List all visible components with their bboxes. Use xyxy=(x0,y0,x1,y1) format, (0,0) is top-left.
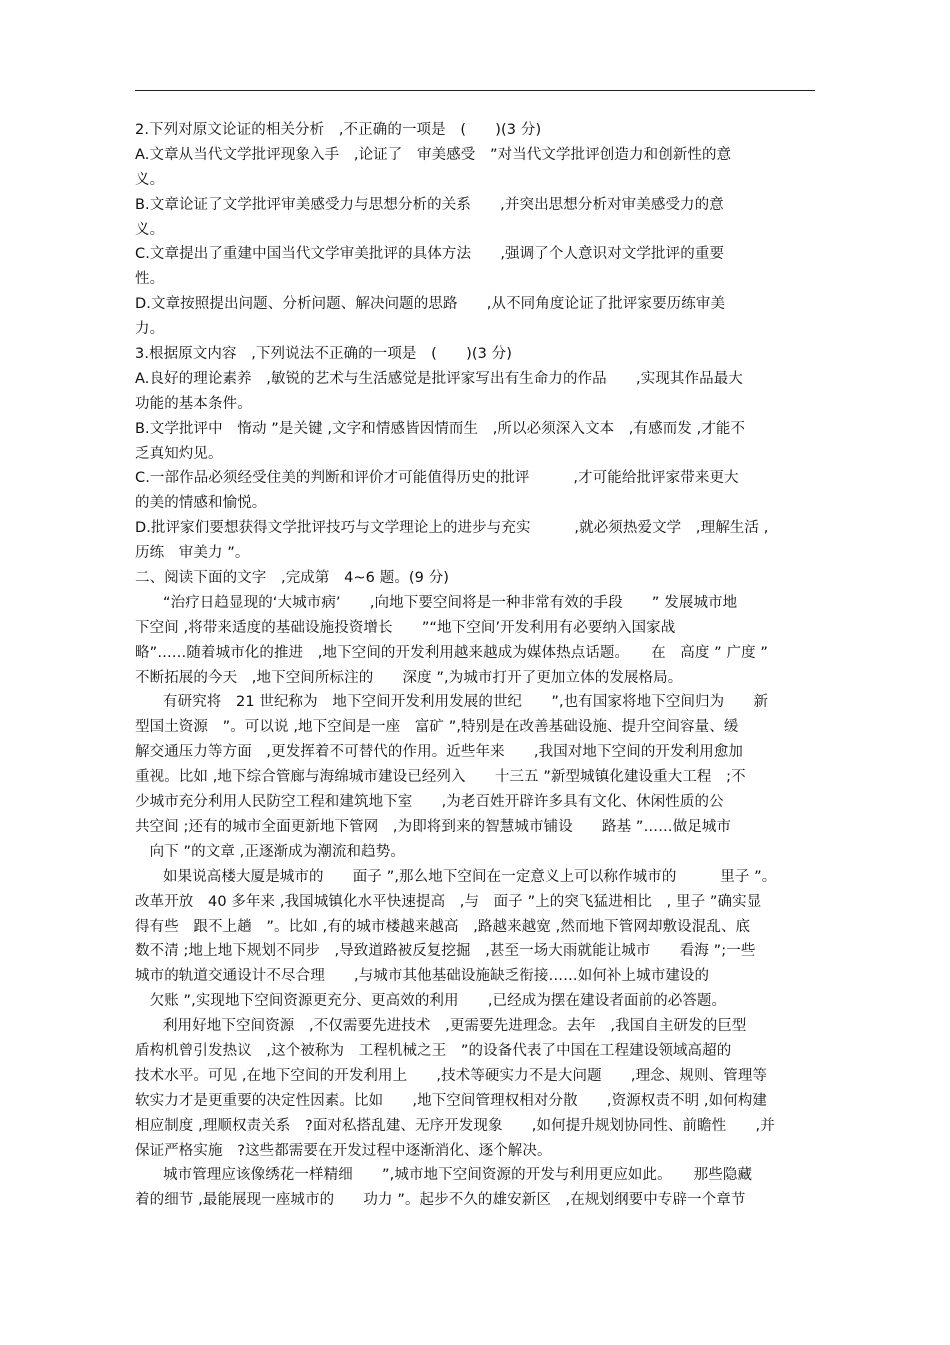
text-line: 欠账 ”,实现地下空间资源更充分、更高效的利用 ,已经成为摆在建设者面前的必答题。 xyxy=(135,993,727,1010)
text-line: 着的细节 ,最能展现一座城市的 功力 ”。起步不久的雄安新区 ,在规划纲要中专辟一个章节 xyxy=(135,1192,746,1209)
text-line: D.文章按照提出问题、分析问题、解决问题的思路 ,从不同角度论证了批评家要历练审美 xyxy=(135,296,726,313)
text-line: 的美的情感和愉悦。 xyxy=(135,495,267,512)
text-line: 软实力才是更重要的决定性因素。比如 ,地下空间管理权相对分散 ,资源权责不明 ,如何构建 xyxy=(135,1092,768,1109)
text-line: B.文学批评中 惰动 ”是关键 ,文字和情感皆因情而生 ,所以必须深入文本 ,有感而发 ,才能不 xyxy=(135,420,746,437)
text-line: 性。 xyxy=(135,271,165,288)
text-line: 数不清 ;地上地下规划不同步 ,导致道路被反复挖掘 ,甚至一场大雨就能让城市 看海 ”;一些 xyxy=(135,943,756,960)
text-line: 历练 审美力 ”。 xyxy=(135,545,250,562)
text-line: 义。 xyxy=(135,171,165,188)
text-line: D.批评家们要想获得文学批评技巧与文学理论上的进步与充实 ,就必须热爱文学 ,理解生活 , xyxy=(135,520,769,537)
text-line: 乏真知灼见。 xyxy=(135,445,223,462)
text-line: 向下 ”的文章 ,正逐渐成为潮流和趋势。 xyxy=(135,843,405,860)
text-line: 得有些 跟不上趟 ”。比如 ,有的城市楼越来越高 ,路越来越宽 ,然而地下管网却敷设混乱、底 xyxy=(135,918,751,935)
text-line: 义。 xyxy=(135,221,165,238)
text-line: 2.下列对原文论证的相关分析 ,不正确的一项是 ( )(3 分) xyxy=(135,122,542,138)
header-rule xyxy=(135,90,815,91)
text-line: B.文章论证了文学批评审美感受力与思想分析的关系 ,并突出思想分析对审美感受力的意 xyxy=(135,196,724,213)
text-line: 力。 xyxy=(135,321,165,338)
text-line: 盾构机曾引发热议 ,这个被称为 工程机械之王 ”的设备代表了中国在工程建设领域高超的 xyxy=(135,1042,732,1059)
text-line: 二、阅读下面的文字 ,完成第 4~6 题。(9 分) xyxy=(135,570,450,587)
text-line: 改革开放 40 多年来 ,我国城镇化水平快速提高 ,与 面子 ”上的突飞猛进相比 , 里子 ”确实显 xyxy=(135,893,762,910)
text-line: 利用好地下空间资源 ,不仅需要先进技术 ,更需要先进理念。去年 ,我国自主研发的巨型 xyxy=(163,1018,747,1035)
text-line: 保证严格实施 ?这些都需要在开发过程中逐渐消化、逐个解决。 xyxy=(135,1142,552,1159)
text-line: A.文章从当代文学批评现象入手 ,论证了 审美感受 ”对当代文学批评创造力和创新性的意 xyxy=(135,146,732,163)
text-line: 功能的基本条件。 xyxy=(135,395,252,412)
text-line: A.良好的理论素养 ,敏锐的艺术与生活感觉是批评家写出有生命力的作品 ,实现其作品最大 xyxy=(135,370,743,387)
document-body xyxy=(135,118,825,1213)
text-line: 型国土资源 ”。可以说 ,地下空间是一座 富矿 ”,特别是在改善基础设施、提升空间容量、缓 xyxy=(135,719,739,736)
text-line: 技术水平。可见 ,在地下空间的开发利用上 ,技术等硬实力不是大问题 ,理念、规则、管理等 xyxy=(135,1067,768,1084)
text-line: 略”……随着城市化的推进 ,地下空间的开发利用越来越成为媒体热点话题。 在 高度 ” 广度 ” xyxy=(135,644,769,661)
text-line: 城市的轨道交通设计不尽合理 ,与城市其他基础设施缺乏衔接……如何补上城市建设的 xyxy=(135,968,710,985)
text-line: “治疗日趋显现的‘大城市病’ ,向地下要空间将是一种非常有效的手段 ” 发展城市地 xyxy=(163,594,738,611)
text-line: 下空间 ,将带来适度的基础设施投资增长 ”“地下空间’开发利用有必要纳入国家战 xyxy=(135,619,676,636)
text-line: 重视。比如 ,地下综合管廊与海绵城市建设已经列入 十三五 ”新型城镇化建设重大工程 ;不 xyxy=(135,769,746,786)
text-line: 共空间 ;还有的城市全面更新地下管网 ,为即将到来的智慧城市铺设 路基 ”……做足城市 xyxy=(135,818,732,835)
text-line: C.文章提出了重建中国当代文学审美批评的具体方法 ,强调了个人意识对文学批评的重要 xyxy=(135,246,725,263)
text-line: 少城市充分利用人民防空工程和建筑地下室 ,为老百姓开辟许多具有文化、休闲性质的公 xyxy=(135,794,724,811)
text-line: 解交通压力等方面 ,更发挥着不可替代的作用。近些年来 ,我国对地下空间的开发利用愈加 xyxy=(135,744,744,761)
text-line: 相应制度 ,理顺权责关系 ?面对私搭乱建、无序开发现象 ,如何提升规划协同性、前瞻性 ,并 xyxy=(135,1117,775,1134)
text-line: 城市管理应该像绣花一样精细 ”,城市地下空间资源的开发与利用更应如此。 那些隐藏 xyxy=(163,1167,753,1184)
text-line: 如果说高楼大厦是城市的 面子 ”,那么地下空间在一定意义上可以称作城市的 里子 ”。 xyxy=(163,868,777,885)
text-line: 不断拓展的今天 ,地下空间所标注的 深度 ”,为城市打开了更加立体的发展格局。 xyxy=(135,669,683,686)
text-line: C.一部作品必须经受住美的判断和评价才可能值得历史的批评 ,才可能给批评家带来更大 xyxy=(135,470,739,487)
text-line: 3.根据原文内容 ,下列说法不正确的一项是 ( )(3 分) xyxy=(135,346,513,363)
text-line: 有研究将 21 世纪称为 地下空间开发利用发展的世纪 ”,也有国家将地下空间归为 新 xyxy=(163,694,769,711)
